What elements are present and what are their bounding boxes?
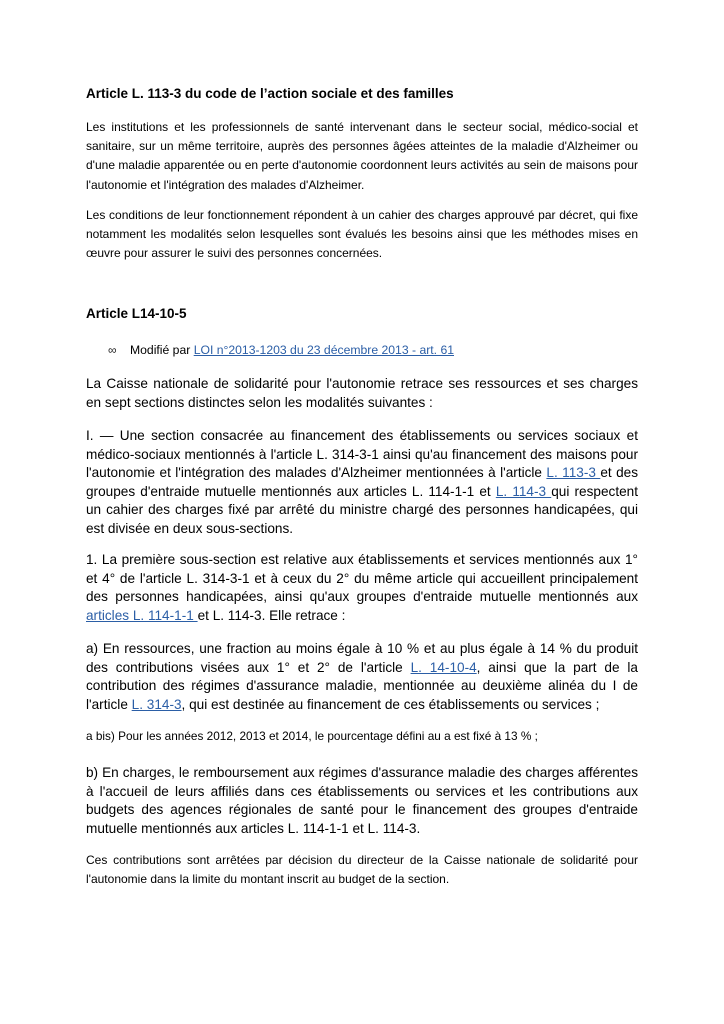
article-l113-3-paragraph-1 (86, 118, 638, 195)
paragraph-text (86, 640, 638, 714)
a-bis-paragraph: a bis) Pour les années 2012, 2013 et 2014, le pourcentage défini au a est fixé à 13 % ; (86, 729, 538, 743)
paragraph-text: b) En charges, le remboursement aux régimes d'assurance maladie des charges afférentes à l'accueil de leurs affiliés dans ces établissements ou services et les contributions aux budgets des agences régionales de santé pour le financement des groupes d'entraide mutuelle mentionnés aux articles L. 114-1-1 et L. 114-3. (86, 765, 638, 836)
infinity-bullet-icon: ∞ (108, 343, 117, 357)
modification-prefix: Modifié par (130, 343, 191, 357)
intro-paragraph (86, 375, 638, 412)
l-14-10-4-link[interactable]: L. 14-10-4 (410, 659, 477, 675)
text-run: a) En ressources, une fraction au moins égale à 10 % et au plus égale à 14 % du produit des contributions visées aux 1° et 2° de l'article (86, 641, 638, 675)
contributions-paragraph (86, 851, 638, 889)
l-113-3-link[interactable]: L. 113-3 (546, 465, 601, 481)
text-run: , qui est destinée au financement de ces établissements ou services ; (181, 696, 600, 712)
text-run: , ainsi que la part de la contribution des régimes d'assurance maladie, mentionnée au deuxième alinéa du I de l'article (86, 659, 638, 712)
l-114-3-link[interactable]: L. 114-3 (495, 483, 552, 499)
text-run: I. — Une section consacrée au financement des établissements ou services sociaux et médico-sociaux mentionnés à l'article L. 314-3-1 ainsi qu'au financement des maisons pour l'autonomie et l'intégration des malades d'Alzheimer mentionnées à l'article (86, 428, 638, 481)
text-run: et L. 114-3. Elle retrace : (197, 607, 346, 623)
l-314-3-link[interactable]: L. 314-3 (131, 696, 182, 712)
text-run: qui respectent un cahier des charges fixé par arrêté du ministre chargé des personnes handicapées, qui est divisée en deux sous-sections. (86, 483, 638, 536)
articles-l-114-1-1-link[interactable]: articles L. 114-1-1 (86, 607, 198, 623)
text-run: 1. La première sous-section est relative aux établissements et services mentionnés aux 1° et 4° de l'article L. 314-3-1 et à ceux du 2° du même article qui accueillent principalement des personnes handicapées, ainsi qu'aux groupes d'entraide mutuelle mentionnés aux (86, 552, 638, 605)
loi-2013-1203-link[interactable]: LOI n°2013-1203 du 23 décembre 2013 - art. 61 (193, 343, 454, 357)
paragraph-text: Ces contributions sont arrêtées par décision du directeur de la Caisse nationale de solidarité pour l'autonomie dans la limite du montant inscrit au budget de la section. (86, 853, 638, 887)
article-l14-10-5-title: Article L14-10-5 (86, 306, 187, 321)
paragraph-text: Les conditions de leur fonctionnement répondent à un cahier des charges approuvé par décret, qui fixe notamment les modalités selon lesquelles sont évalués les besoins ainsi que les méthodes mises en œuvre pour assurer le suivi des personnes concernées. (86, 208, 638, 261)
article-l113-3-title: Article L. 113-3 du code de l’action sociale et des familles (86, 86, 454, 101)
paragraph-text: Les institutions et les professionnels de santé intervenant dans le secteur social, médico-social et sanitaire, sur un même territoire, auprès des personnes âgées atteintes de la maladie d'Alzheimer ou d'une maladie apparentée ou en perte d'autonomie coordonnent leurs activités au sein de maisons pour l'autonomie et l'intégration des malades d'Alzheimer. (86, 120, 638, 192)
article-l113-3-paragraph-2 (86, 206, 638, 264)
text-run: et des groupes d'entraide mutuelle mentionnés aux articles L. 114-1-1 et (86, 465, 638, 499)
section-i-paragraph (86, 427, 638, 539)
charges-paragraph (86, 764, 638, 838)
paragraph-text (86, 427, 638, 539)
first-subsection-paragraph (86, 551, 638, 625)
paragraph-text (86, 551, 638, 625)
resources-paragraph (86, 640, 638, 714)
modification-line (108, 343, 454, 357)
paragraph-text: La Caisse nationale de solidarité pour l'autonomie retrace ses ressources et ses charges en sept sections distinctes selon les modalités suivantes : (86, 376, 638, 410)
